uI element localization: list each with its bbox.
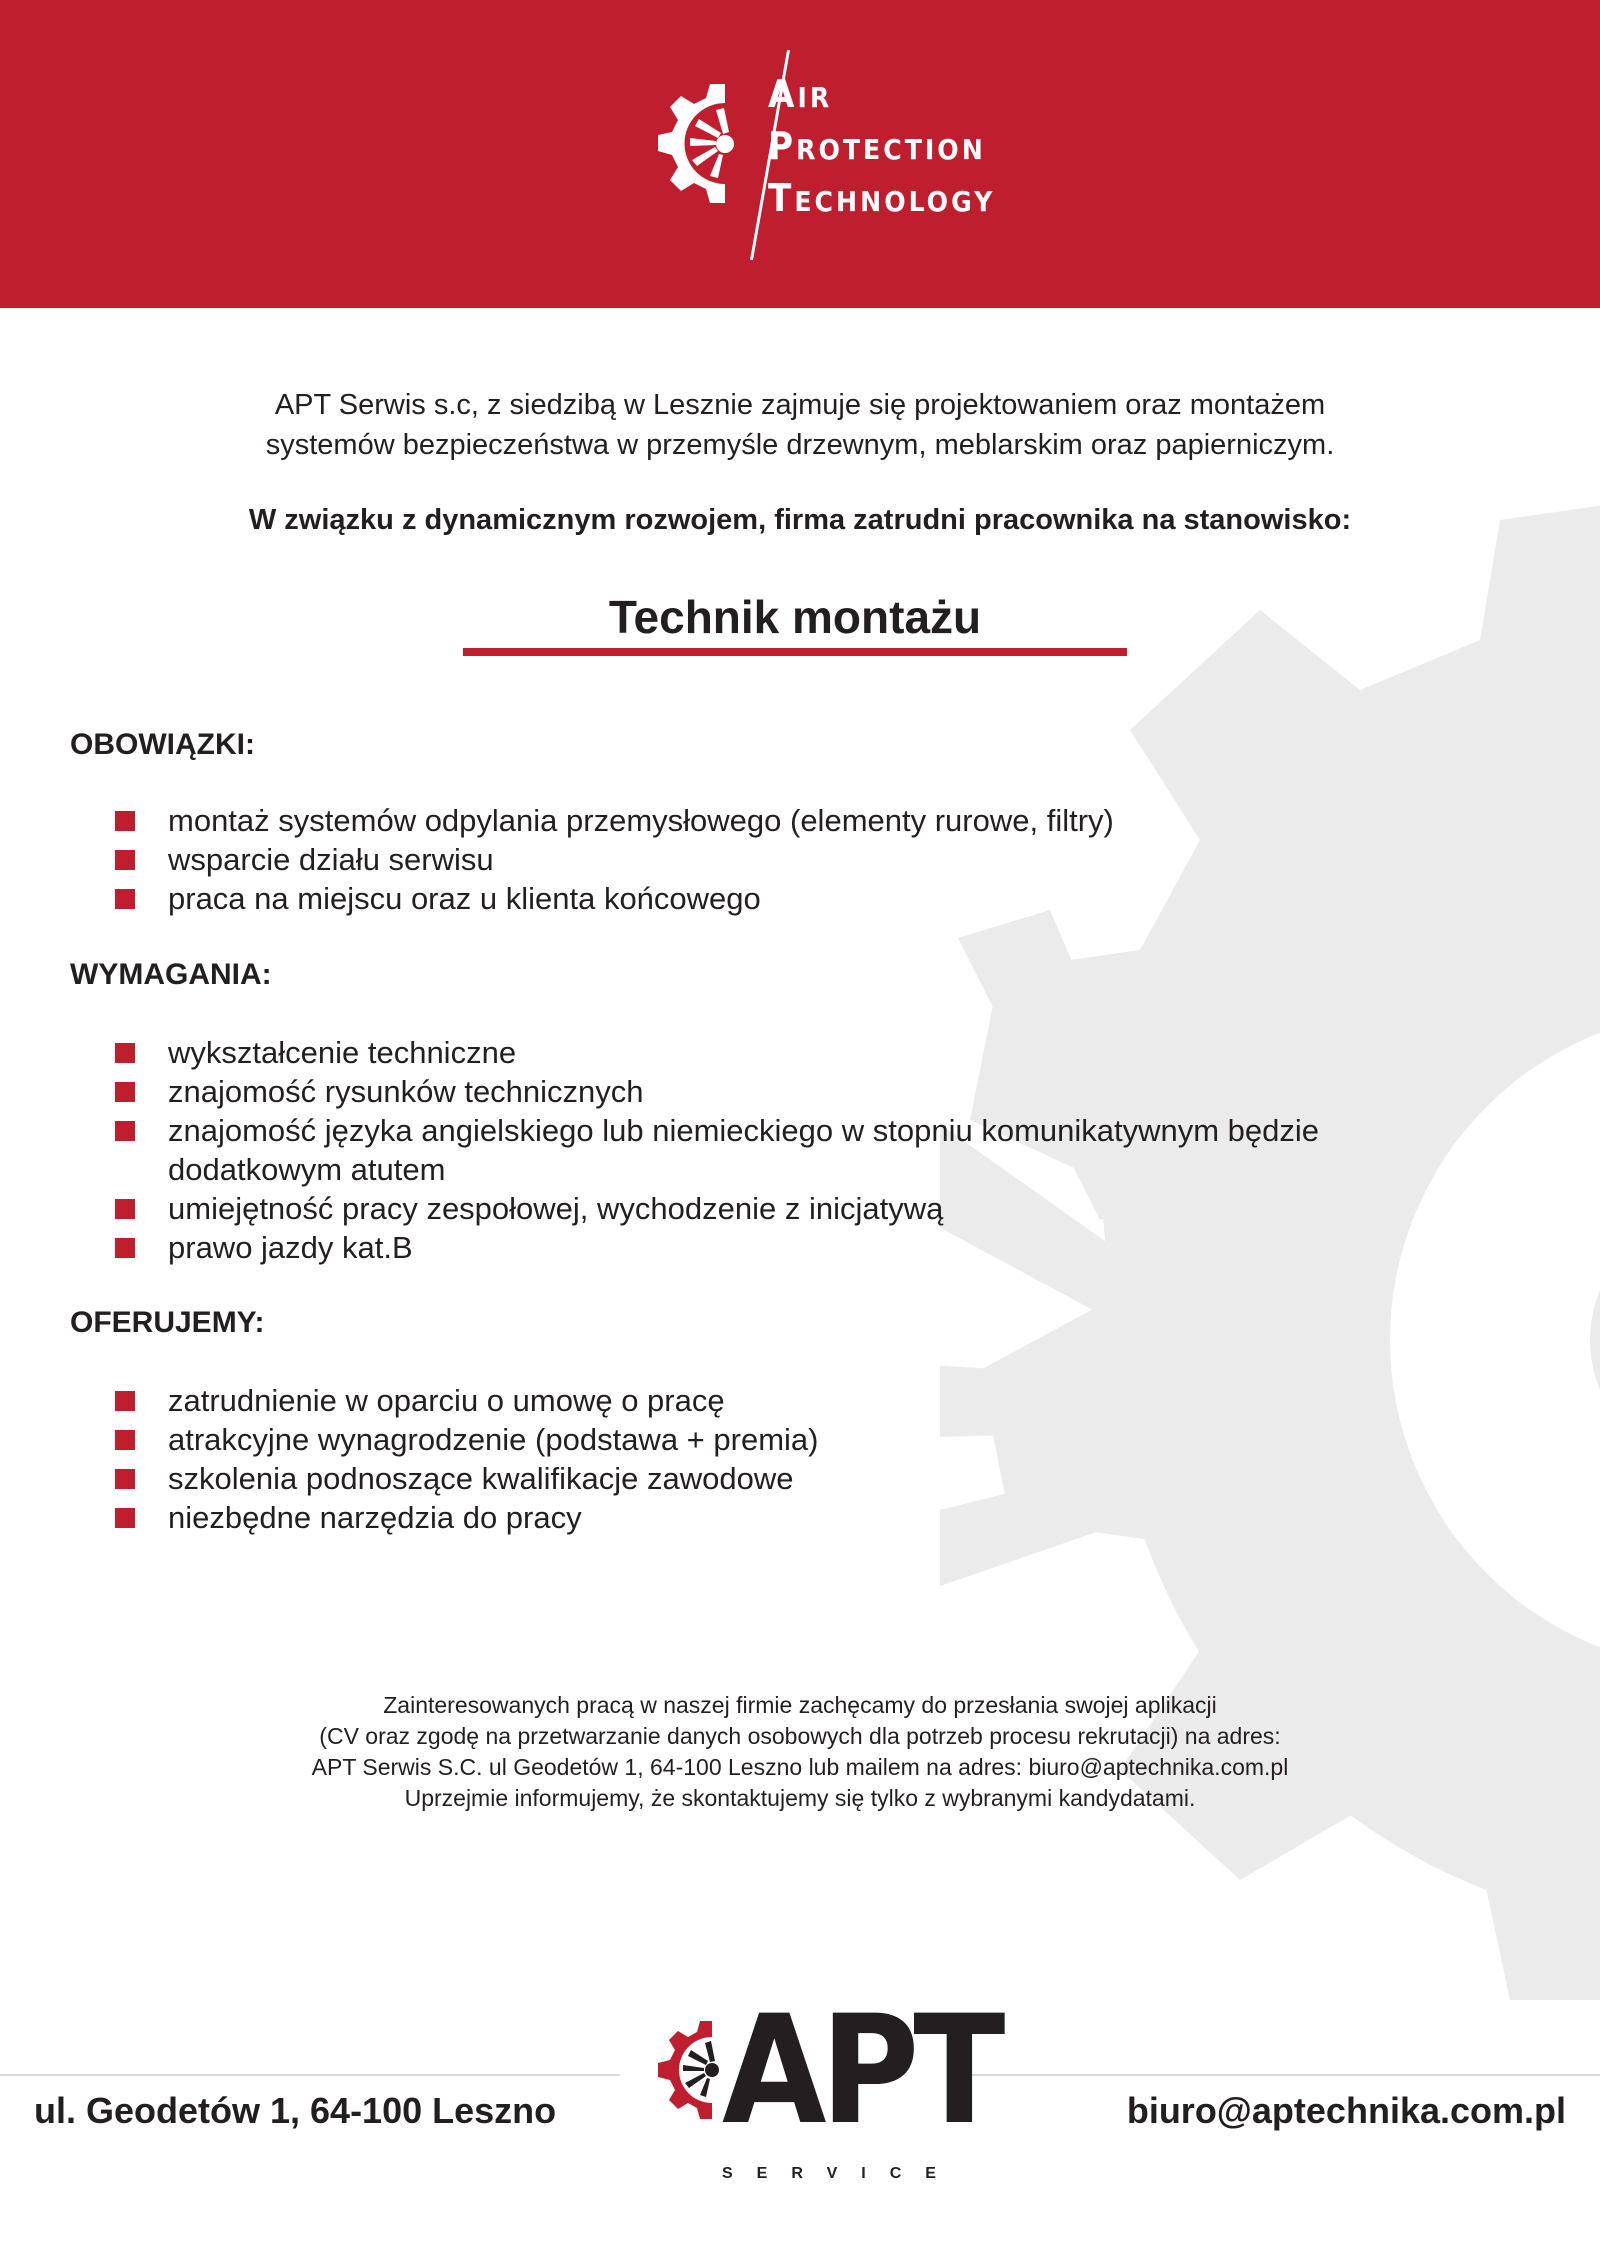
brand-line-air: AIR [768, 72, 833, 116]
footer-logo [650, 1984, 1000, 2185]
square-bullet-icon [115, 889, 135, 909]
square-bullet-icon [115, 1082, 135, 1102]
square-bullet-icon [115, 850, 135, 870]
list-item: niezbędne narzędzia do pracy [115, 1498, 1415, 1537]
gear-turbine-icon [650, 2015, 730, 2135]
application-note-line-2: (CV oraz zgodę na przetwarzanie danych osobowych dla potrzeb procesu rekrutacji) na adres: [319, 1723, 1281, 1749]
square-bullet-icon [115, 1043, 135, 1063]
square-bullet-icon [115, 1121, 135, 1141]
square-bullet-icon [115, 1430, 135, 1450]
list-item: wsparcie działu serwisu [115, 840, 1415, 879]
offer-heading: OFERUJEMY: [70, 1306, 265, 1339]
square-bullet-icon [115, 1508, 135, 1528]
application-note-line-4: Uprzejmie informujemy, że skontaktujemy się tylko z wybranymi kandydatami. [404, 1785, 1196, 1811]
header-logo [650, 50, 996, 260]
application-note [150, 1690, 1450, 1814]
duties-heading: OBOWIĄZKI: [70, 728, 255, 761]
brand-line-technology: TECHNOLOGY [768, 176, 996, 220]
footer-rule-left [0, 2074, 620, 2076]
square-bullet-icon [115, 1391, 135, 1411]
lead-text: W związku z dynamicznym rozwojem, firma zatrudni pracownika na stanowisko: [248, 504, 1352, 536]
duties-list [115, 801, 1415, 918]
square-bullet-icon [115, 1199, 135, 1219]
footer-logo-wordmark: APT [722, 1984, 1000, 2158]
job-title: Technik montażu [608, 591, 982, 643]
application-note-line-1: Zainteresowanych pracą w naszej firmie zachęcamy do przesłania swojej aplikacji [383, 1692, 1217, 1718]
list-item: szkolenia podnoszące kwalifikacje zawodowe [115, 1459, 1415, 1498]
job-title-underline [463, 648, 1127, 656]
list-item: wykształcenie techniczne [115, 1033, 1415, 1072]
intro-text [150, 385, 1450, 465]
square-bullet-icon [115, 1238, 135, 1258]
footer-address: ul. Geodetów 1, 64-100 Leszno [34, 2090, 557, 2131]
list-item: prawo jazdy kat.B [115, 1228, 1415, 1267]
list-item: montaż systemów odpylania przemysłowego (elementy rurowe, filtry) [115, 801, 1415, 840]
requirements-list [115, 1033, 1415, 1267]
footer-rule-right [960, 2074, 1600, 2076]
list-item: umiejętność pracy zespołowej, wychodzenie z inicjatywą [115, 1189, 1415, 1228]
intro-line-1: APT Serwis s.c, z siedzibą w Lesznie zajmuje się projektowaniem oraz montażem [274, 389, 1326, 421]
offer-list [115, 1381, 1415, 1537]
intro-line-2: systemów bezpieczeństwa w przemyśle drzewnym, meblarskim oraz papierniczym. [265, 429, 1335, 461]
header-band [0, 0, 1600, 308]
square-bullet-icon [115, 1469, 135, 1489]
square-bullet-icon [115, 811, 135, 831]
list-item: atrakcyjne wynagrodzenie (podstawa + premia) [115, 1420, 1415, 1459]
gear-turbine-icon [650, 74, 760, 224]
requirements-heading: WYMAGANIA: [70, 958, 272, 991]
brand-line-protection: PROTECTION [768, 124, 986, 168]
footer-email: biuro@aptechnika.com.pl [1126, 2090, 1566, 2131]
list-item: zatrudnienie w oparciu o umowę o pracę [115, 1381, 1415, 1420]
list-item: znajomość języka angielskiego lub niemieckiego w stopniu komunikatywnym będzie dodatkowym atutem [115, 1111, 1365, 1189]
list-item: znajomość rysunków technicznych [115, 1072, 1415, 1111]
list-item: praca na miejscu oraz u klienta końcowego [115, 879, 1415, 918]
application-note-line-3: APT Serwis S.C. ul Geodetów 1, 64-100 Leszno lub mailem na adres: biuro@aptechnika.com.pl [311, 1754, 1289, 1780]
footer-logo-subtitle: SERVICE [722, 2165, 960, 2182]
